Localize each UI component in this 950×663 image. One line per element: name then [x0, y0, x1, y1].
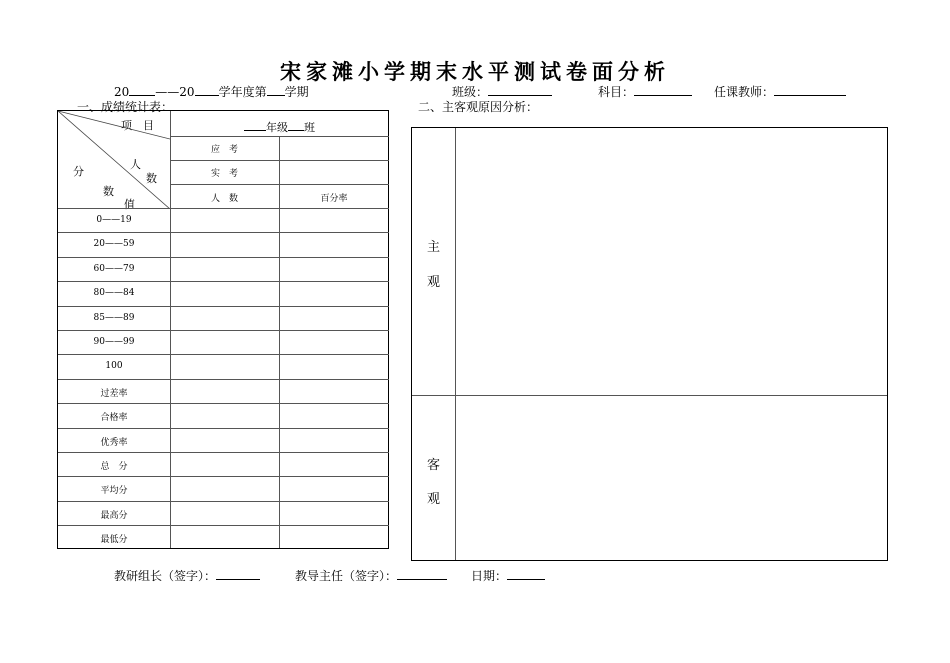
class-label-header: 班: [304, 121, 315, 134]
top-row-label: 应 考: [210, 145, 238, 155]
director-blank[interactable]: [397, 567, 447, 580]
stat-percent-cell[interactable]: [280, 404, 389, 426]
subjective-analysis-area[interactable]: [456, 128, 887, 395]
year-start-blank[interactable]: [129, 83, 155, 96]
corner-item-label: 项 目: [121, 119, 154, 132]
subject-blank[interactable]: [634, 83, 692, 96]
top-row-label: 实 考: [210, 169, 238, 179]
stat-people-cell[interactable]: [171, 526, 279, 548]
objective-char-2: 观: [427, 492, 441, 507]
stat-percent-cell[interactable]: [280, 380, 389, 402]
term-suffix: 学期: [284, 85, 309, 99]
subject-field: [598, 83, 692, 100]
stat-percent-cell[interactable]: [280, 526, 389, 548]
corner-zhi-label: 值: [124, 198, 135, 211]
stat-row-label: 最低分: [100, 535, 128, 546]
stat-percent-cell[interactable]: [280, 502, 389, 524]
stat-percent-cell[interactable]: [280, 355, 389, 377]
year-end-blank[interactable]: [195, 83, 219, 96]
stat-percent-cell[interactable]: [280, 209, 389, 231]
class-blank[interactable]: [488, 83, 552, 96]
year-dash: ——: [155, 85, 180, 99]
stat-people-cell[interactable]: [171, 355, 279, 377]
stat-percent-cell[interactable]: [280, 282, 389, 304]
section-stats-heading: 一、成绩统计表：: [77, 100, 174, 114]
year-prefix: 20: [114, 85, 130, 99]
corner-ren-label: 人: [130, 158, 141, 171]
grade-label: 年级: [266, 121, 288, 134]
date-field: [471, 567, 545, 584]
top-row-input[interactable]: [280, 137, 389, 160]
stat-people-cell[interactable]: [171, 282, 279, 304]
term-blank[interactable]: [267, 83, 285, 96]
stat-row-label: 平均分: [100, 486, 128, 497]
stat-percent-cell[interactable]: [280, 331, 389, 353]
teacher-blank[interactable]: [774, 83, 846, 96]
stat-people-cell[interactable]: [171, 404, 279, 426]
stat-row-label: 60——79: [93, 263, 135, 274]
corner-shu-label: 数: [146, 172, 157, 185]
stat-people-cell[interactable]: [171, 380, 279, 402]
stat-people-cell[interactable]: [171, 429, 279, 451]
col-percent-header: 百分率: [320, 194, 348, 204]
date-label: 日期：: [471, 569, 508, 583]
top-row-input[interactable]: [280, 161, 389, 184]
grade-blank[interactable]: [244, 118, 266, 131]
stat-row-label: 过差率: [100, 388, 128, 399]
stat-row-label: 20——59: [93, 239, 135, 250]
director-label: 教导主任（签字）：: [295, 569, 398, 583]
director-signature: [295, 567, 447, 584]
stat-people-cell[interactable]: [171, 477, 279, 499]
stat-percent-cell[interactable]: [280, 258, 389, 280]
stat-row-label: 0——19: [96, 215, 132, 225]
stat-people-cell[interactable]: [171, 233, 279, 255]
stat-percent-cell[interactable]: [280, 307, 389, 329]
stat-row-label: 100: [105, 361, 123, 372]
teacher-field: [714, 83, 846, 100]
stat-people-cell[interactable]: [171, 209, 279, 231]
date-blank[interactable]: [507, 567, 545, 580]
stat-row-label: 优秀率: [100, 437, 128, 448]
analysis-box: [411, 127, 888, 561]
stat-row-label: 总 分: [100, 462, 128, 472]
page-title: 宋家滩小学期末水平测试卷面分析: [280, 60, 670, 84]
subjective-char-2: 观: [427, 275, 441, 290]
year-suffix: 学年度第: [218, 85, 267, 99]
teacher-label: 任课教师：: [714, 85, 775, 99]
stat-people-cell[interactable]: [171, 453, 279, 475]
subjective-char-1: 主: [427, 240, 441, 255]
stat-people-cell[interactable]: [171, 258, 279, 280]
stat-row-label: 80——84: [93, 288, 135, 299]
stat-people-cell[interactable]: [171, 331, 279, 353]
stat-percent-cell[interactable]: [280, 477, 389, 499]
corner-fen-label: 分: [73, 165, 84, 178]
stat-row-label: 合格率: [100, 413, 128, 424]
col-people-header: 人 数: [210, 194, 238, 204]
stat-row-label: 最高分: [100, 510, 128, 521]
stat-row-label: 85——89: [93, 312, 135, 323]
class-label: 班级：: [452, 85, 489, 99]
stat-row-label: 90——99: [93, 337, 135, 347]
year-mid: 20: [179, 85, 195, 99]
objective-analysis-area[interactable]: [456, 396, 887, 560]
subject-label: 科目：: [598, 85, 635, 99]
leader-signature: [114, 567, 260, 584]
objective-char-1: 客: [427, 458, 441, 473]
stat-percent-cell[interactable]: [280, 429, 389, 451]
leader-label: 教研组长（签字）：: [114, 569, 217, 583]
section-analysis-heading: 二、主客观原因分析：: [418, 100, 539, 114]
stat-people-cell[interactable]: [171, 307, 279, 329]
stat-percent-cell[interactable]: [280, 233, 389, 255]
stat-people-cell[interactable]: [171, 502, 279, 524]
stats-table: [57, 110, 389, 549]
class-num-blank[interactable]: [288, 118, 304, 131]
stat-percent-cell[interactable]: [280, 453, 389, 475]
corner-shu2-label: 数: [103, 185, 114, 198]
grade-class-header: [170, 118, 389, 135]
leader-blank[interactable]: [216, 567, 260, 580]
